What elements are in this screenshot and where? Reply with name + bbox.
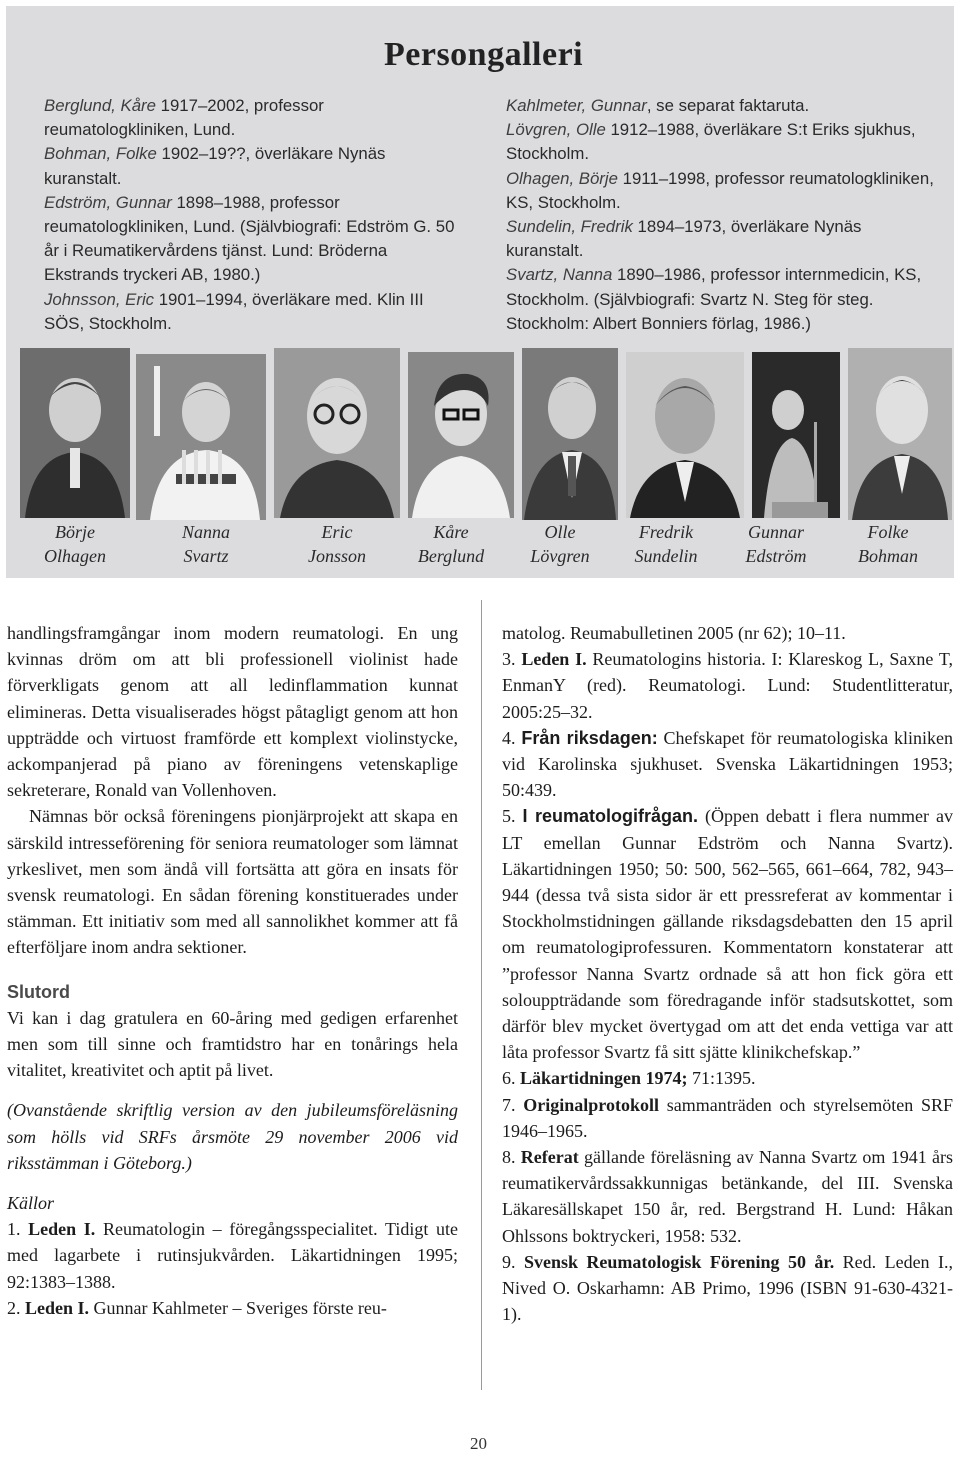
portrait-caption: Folke Bohman <box>858 522 918 566</box>
portrait-caption: Eric Jonsson <box>308 522 366 566</box>
reference-item: 9. Svensk Reumatologisk Förening 50 år. Red. Leden I., Nived O. Oskarhamn: AB Primo, 1996 (ISBN 91-630-4321-1). <box>502 1251 953 1325</box>
bio-entry: Bohman, Folke 1902–19??, överläkare Nynäs kuranstalt. <box>44 144 386 188</box>
section-heading: Slutord <box>7 981 70 1002</box>
portrait-photo <box>626 352 744 518</box>
reference-item: 5. I reumatologifrågan. (Öppen debatt i flera nummer av LT emellan Gunnar Edström och Nanna Svartz). Läkartidningen 1950; 50: 500, 562–565, 661–664, 782, 943–944 (dessa två sista sidor är ett pressreferat av kommentar i Stockholmstidningen gällande riksdagsdebatten den 15 april om reumatologiprofessuren. Kommentatorn konstaterar att ”professor Nanna Svartz ordnade så att hon fick göra ett solouppträdande som föredragande inför stadsutskottet, som därför blev mycket övertygad om att det enda vettiga var att låta professor Svartz få sitt sjätte klinikchefskap.” <box>502 806 953 1063</box>
portrait-photo <box>522 348 618 520</box>
portrait-photo <box>20 348 130 518</box>
reference-item: 7. Originalprotokoll sammanträden och styrelsemöten SRF 1946–1965. <box>502 1094 954 1141</box>
bio-list-right <box>506 94 938 336</box>
bio-entry: Kahlmeter, Gunnar, se separat faktaruta. <box>506 96 810 115</box>
reference-item: 8. Referat gällande föreläsning av Nanna Svartz om 1941 års reumatikervårdssakkunnigas betänkande, del III. Svenska Läkaresällskapet 150 år, red. Bergstrand H. Lund: Håkan Ohlssons boktryckeri, 1958: 532. <box>502 1147 953 1246</box>
gallery-title: Persongalleri <box>384 36 584 73</box>
portrait-caption: Nanna Svartz <box>181 522 230 566</box>
portrait-photo <box>848 348 952 520</box>
footnote-paragraph: (Ovanstående skriftlig version av den jubileumsföreläsning som hölls vid SRFs årsmöte 29 november 2006 vid riksstämman i Göteborg.) <box>7 1100 458 1173</box>
portrait-photo <box>408 352 514 518</box>
reference-item: matolog. Reumabulletinen 2005 (nr 62); 10–11. <box>502 623 846 643</box>
portrait-caption: Kåre Berglund <box>417 522 485 566</box>
bio-entry: Johnsson, Eric 1901–1994, överläkare med. Klin III SÖS, Stockholm. <box>44 289 424 333</box>
body-paragraph: handlingsframgångar inom modern reumatologi. En ung kvinnas dröm om att bli professionell violinist hade förverkligats genom att all ledinflammation kunnat elimineras. Detta visualiserades högst påtagligt genom att hon uppträdde och virtuost framförde ett komplext violinstycke, ackompanjerad på piano av föreningens vetenskaplige sekreterare, Ronald van Vollenhoven. <box>7 623 458 801</box>
sources-heading: Källor <box>7 1193 55 1214</box>
bio-entry: Lövgren, Olle 1912–1988, överläkare S:t Eriks sjukhus, Stockholm. <box>506 120 916 164</box>
portrait-caption: Olle Lövgren <box>530 522 590 566</box>
portrait-photo <box>274 348 400 518</box>
bio-entry: Sundelin, Fredrik 1894–1973, överläkare Nynäs kuranstalt. <box>506 217 862 261</box>
bio-entry: Olhagen, Börje 1911–1998, professor reumatologkliniken, KS, Stockholm. <box>506 168 934 212</box>
column-divider <box>481 600 482 1390</box>
person-gallery-box <box>6 6 954 578</box>
portrait-caption: Gunnar Edström <box>745 522 807 566</box>
reference-item: 2. Leden I. Gunnar Kahlmeter – Sveriges förste reu- <box>7 1297 387 1318</box>
portrait-caption: Börje Olhagen <box>44 522 106 566</box>
bio-entry: Svartz, Nanna 1890–1986, professor internmedicin, KS, Stockholm. (Självbiografi: Svartz N. Steg för steg. Stockholm: Albert Bonniers förlag, 1986.) <box>506 265 922 333</box>
portrait-row <box>6 348 954 524</box>
bio-list-left <box>44 94 464 336</box>
reference-item: 4. Från riksdagen: Chefskapet för reumatologiska kliniken vid Karolinska sjukhuset. Svenska Läkartidningen 1953; 50:439. <box>502 727 953 801</box>
bio-entry: Edström, Gunnar 1898–1988, professor reumatologkliniken, Lund. (Självbiografi: Edström G. 50 år i Reumatikervårdens tjänst. Lund: Bröderna Ekstrands tryckeri AB, 1980.) <box>44 192 455 285</box>
reference-item: 6. Läkartidningen 1974; 71:1395. <box>502 1068 756 1089</box>
portrait-photo <box>752 352 840 518</box>
body-column-left <box>7 620 458 1321</box>
portrait-caption: Fredrik Sundelin <box>634 522 698 566</box>
portrait-photo <box>136 354 266 520</box>
reference-item: 1. Leden I. Reumatologin – föregångsspecialitet. Tidigt ute med lagarbete i rutinsjukvården. Läkartidningen 1995; 92:1383–1388. <box>7 1219 458 1292</box>
body-paragraph: Vi kan i dag gratulera en 60-åring med gedigen erfarenhet men som till sinne och framtidstro har en tonårings hela vitalitet, kreativitet och aptit på livet. <box>7 1007 458 1081</box>
page-number: 20 <box>470 1434 487 1453</box>
body-paragraph: Nämnas bör också föreningens pionjärprojekt att skapa en särskild intresseförening för seniora reumatologer som lämnat yrkeslivet, men som ändå vill fortsätta att göra en insats för svensk reumatologi. En sådan förening konstituerades under stämman. Ett initiativ som med all sannolikhet kommer att få efterföljare inom andra sektioner. <box>7 806 458 958</box>
bio-entry: Berglund, Kåre 1917–2002, professor reumatologkliniken, Lund. <box>44 96 324 140</box>
body-column-right <box>502 620 953 1327</box>
reference-item: 3. Leden I. Reumatologins historia. I: Klareskog L, Saxne T, EnmanY (red). Reumatologi. Lund: Studentlitteratur, 2005:25–32. <box>502 649 954 722</box>
